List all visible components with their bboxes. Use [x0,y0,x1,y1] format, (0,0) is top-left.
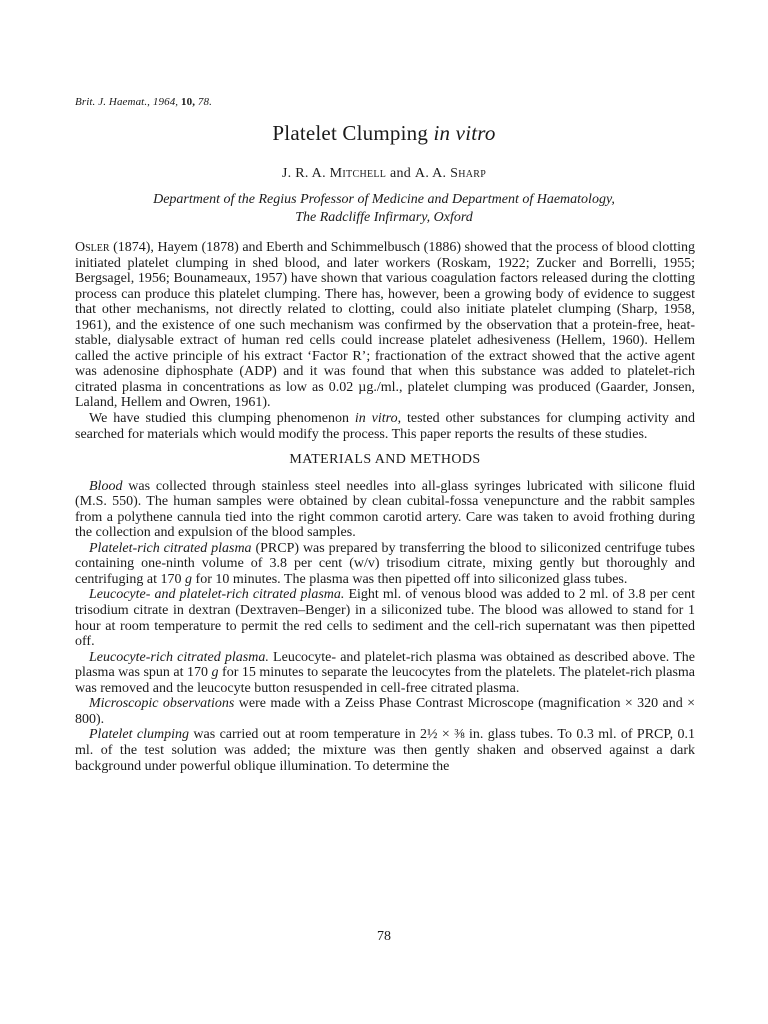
intro-lead: Osler [75,240,110,255]
journal-citation [75,96,212,108]
article-body [75,240,695,774]
prcp-lead: Platelet-rich citrated plasma [89,540,252,556]
journal-page: 78. [197,96,212,108]
title-main: Platelet Clumping [272,121,434,145]
journal-name: Brit. J. Haemat., [75,96,151,108]
paragraph-prcp [75,541,695,588]
author-conjunction: and [386,166,415,181]
affiliation-line-1: Department of the Regius Professor of Medicine and Department of Haematology, [153,192,615,207]
leuco-rich-lead: Leucocyte-rich citrated plasma. [89,649,269,665]
aims-italic: in vitro [354,411,398,427]
paragraph-leuco-rich [75,650,695,697]
leuco-rich-g: g [211,665,219,681]
blood-text: was collected through stainless steel needles into all-glass syringes lubricated with silicone fluid (M.S. 550). The human samples were obtained by clean cubital-fossa venepuncture and the rabbit samples from a polythene cannula tied into the right common carotid artery. Care was taken to avoid frothing during the collection and expulsion of the blood samples. [75,478,695,541]
paragraph-microscopic [75,696,695,727]
clumping-text: was carried out at room temperature in 2½ × ⅜ in. glass tubes. To 0.3 ml. of PRCP, 0.1 ml. of the test solution was added; the mixture was then gently shaken and observed against a dark background under powerful oblique illumination. To determine the [75,727,695,774]
leuco-rich-pre-g: Leucocyte- and platelet-rich plasma was obtained as described above. The plasma was spun at 170 [75,649,696,681]
leuco-platelet-lead: Leucocyte- and platelet-rich citrated plasma. [89,587,345,603]
journal-volume: 10, [181,96,196,108]
author-first: J. R. A. Mitchell [281,166,387,181]
prcp-g: g [185,571,193,587]
microscopic-text: were made with a Zeiss Phase Contrast Microscope (magnification × 320 and × 800). [75,696,695,727]
clumping-lead: Platelet clumping [89,727,190,743]
blood-lead: Blood [89,478,123,494]
aims-post: , tested other substances for clumping activity and searched for materials which would modify the process. This paper reports the results of these studies. [75,411,695,442]
prcp-pre-g: (PRCP) was prepared by transferring the blood to siliconized centrifuge tubes containing one-ninth volume of 3.8 per cent (w/v) trisodium citrate, mixing gently but thoroughly and centrifuging at 170 [75,540,695,587]
author-second: A. A. Sharp [414,166,487,181]
aims-pre: We have studied this clumping phenomenon [89,411,355,427]
paragraph-intro [75,240,695,411]
affiliation [0,191,768,227]
section-heading: MATERIALS AND METHODS [289,452,481,468]
paragraph-blood [75,479,695,541]
leuco-platelet-text: Eight ml. of venous blood was added to 2 ml. of 3.8 per cent trisodium citrate in dextran (Dextraven–Benger) in a siliconized tube. The blood was allowed to stand for 1 hour at room temperature to permit the red cells to sediment and the cell-rich supernatant was then pipetted off. [75,587,695,650]
prcp-post-g: for 10 minutes. The plasma was then pipetted off into siliconized glass tubes. [192,571,628,587]
microscopic-lead: Microscopic observations [89,696,235,712]
leuco-rich-post-g: for 15 minutes to separate the leucocytes from the platelets. The platelet-rich plasma was removed and the leucocyte button resuspended in cell-free citrated plasma. [75,665,695,696]
paragraph-aims [75,411,695,442]
intro-text: (1874), Hayem (1878) and Eberth and Schimmelbusch (1886) showed that the process of blood clotting initiated platelet clumping in shed blood, and later workers (Roskam, 1922; Zucker and Borrelli, 1955; Bergsagel, 1956; Bounameaux, 1957) have shown that various coagulation factors released during the clotting process can produce this platelet clumping. There has, however, been a growing body of evidence to suggest that other mechanisms, not directly related to clotting, could also initiate platelet clumping (Sharp, 1958, 1961), and the existence of one such mechanism was confirmed by the observation that a protein-free, heat-stable, dialysable extract of human red cells could increase platelet adhesiveness (Hellem, 1960). Hellem called the active principle of his extract ‘Factor R’; fractionation of the extract showed that the active agent was adenosine diphosphate (ADP) and it was found that when this substance was added to platelet-rich citrated plasma in concentrations as low as 0.02 µg./ml., platelet clumping was produced (Gaarder, Jonsen, Laland, Hellem and Owren, 1961). [75,240,695,411]
paragraph-clumping [75,727,695,774]
author-list [0,166,768,182]
page-number: 78 [377,929,391,944]
journal-year: 1964, [152,96,179,108]
affiliation-line-2: The Radcliffe Infirmary, Oxford [295,210,473,225]
title-italic: in vitro [433,121,496,145]
paper-title [0,121,768,146]
paragraph-leuco-platelet [75,587,695,649]
